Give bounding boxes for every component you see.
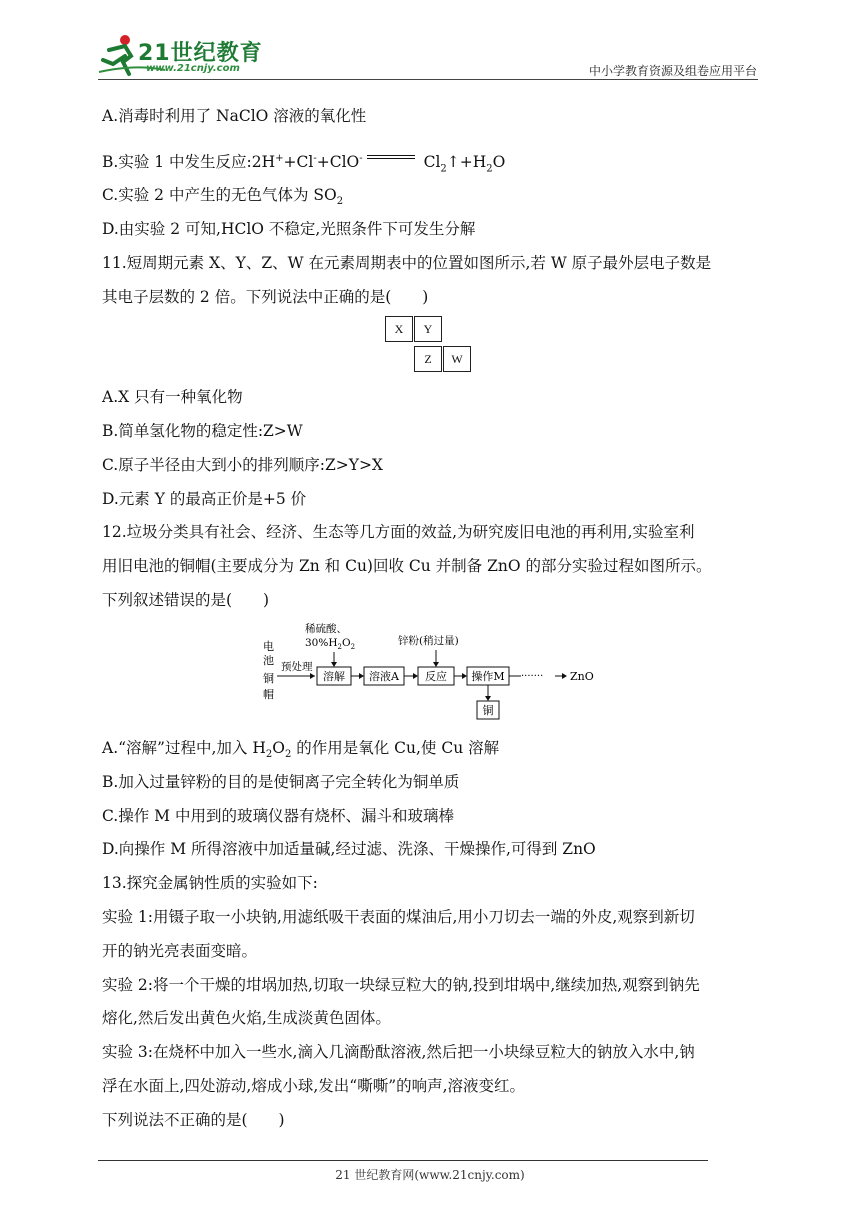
q12-option-b: B.加入过量锌粉的目的是使铜离子完全转化为铜单质 (102, 773, 460, 791)
q13-exp2-line2: 熔化,然后发出黄色火焰,生成淡黄色固体。 (102, 1009, 391, 1027)
header-divider (98, 79, 758, 80)
q11-option-c: C.原子半径由大到小的排列顺序:Z>Y>X (102, 456, 383, 474)
q12-option-d: D.向操作 M 所得溶液中加适量碱,经过滤、洗涤、干燥操作,可得到 ZnO (102, 840, 596, 858)
footer-divider (98, 1160, 708, 1161)
q11-option-d: D.元素 Y 的最高正价是+5 价 (102, 490, 307, 508)
q11-stem-line2: 其电子层数的 2 倍。下列说法中正确的是( ) (102, 288, 429, 306)
logo-text: 21世纪教育 (138, 41, 263, 66)
q11-stem-line1: 11.短周期元素 X、Y、Z、W 在元素周期表中的位置如图所示,若 W 原子最外层电子数是 (102, 254, 712, 272)
flow-box-dissolve: 溶解 (323, 670, 345, 683)
element-z-cell: Z (414, 346, 442, 372)
flow-box-copper: 铜 (482, 704, 494, 717)
q12-stem-line2: 用旧电池的铜帽(主要成分为 Zn 和 Cu)回收 Cu 并制备 ZnO 的部分实验过程如图所示。 (102, 557, 712, 575)
flow-side-label-4: 帽 (263, 688, 274, 701)
flow-pretreat-label: 预处理 (281, 661, 313, 673)
q13-exp3-line2: 浮在水面上,四处游动,熔成小球,发出“嘶嘶”的响声,溶液变红。 (102, 1077, 526, 1095)
flow-reagent1-line2: $30\%H_2O_2$ (305, 637, 356, 651)
reaction-equals-sign (367, 155, 415, 159)
flow-side-label-3: 铜 (263, 672, 274, 685)
flow-dots: ······· (521, 671, 544, 682)
flow-box-operation-m: 操作M (471, 670, 505, 683)
flow-side-label-1: 电 (263, 640, 274, 653)
platform-tagline: 中小学教育资源及组卷应用平台 (588, 64, 757, 78)
logo-url: www.21cnjy.com (146, 63, 240, 74)
q10-option-b: B.实验 1 中发生反应:2H++Cl-+ClO- $Cl_2↑+H_2O$ (102, 153, 506, 175)
q12-option-a: A.“溶解”过程中,加入 $H_2O_2$ 的作用是氧化 Cu,使 Cu 溶解 (102, 739, 500, 761)
q13-exp2-line1: 实验 2:将一个干燥的坩埚加热,切取一块绿豆粒大的钠,投到坩埚中,继续加热,观察到钠先 (102, 976, 700, 994)
q13-question: 下列说法不正确的是( ) (102, 1111, 285, 1129)
flow-reagent2: 锌粉(稍过量) (398, 635, 459, 647)
q12-option-c: C.操作 M 中用到的玻璃仪器有烧杯、漏斗和玻璃棒 (102, 807, 454, 825)
q10-option-a: A.消毒时利用了 NaClO 溶液的氧化性 (102, 107, 367, 125)
flow-product-zno: ZnO (570, 670, 594, 683)
footer-text: 21 世纪教育网(www.21cnjy.com) (335, 1168, 525, 1182)
flow-box-react: 反应 (425, 670, 447, 683)
flow-box-solution-a: 溶液A (369, 670, 399, 683)
q13-exp1-line1: 实验 1:用镊子取一小块钠,用滤纸吸干表面的煤油后,用小刀切去一端的外皮,观察到新切 (102, 908, 695, 926)
element-x-cell: X (385, 316, 413, 342)
q10-option-d: D.由实验 2 可知,HClO 不稳定,光照条件下可发生分解 (102, 220, 476, 238)
element-y-cell: Y (414, 316, 442, 342)
q13-exp3-line1: 实验 3:在烧杯中加入一些水,滴入几滴酚酞溶液,然后把一小块绿豆粒大的钠放入水中,钠 (102, 1043, 695, 1061)
copper-recovery-flowchart (255, 618, 615, 726)
flow-reagent1-line1: 稀硫酸、 (305, 623, 347, 635)
q13-stem: 13.探究金属钠性质的实验如下: (102, 874, 318, 892)
q11-option-a: A.X 只有一种氧化物 (102, 388, 243, 406)
flow-side-label-2: 池 (263, 654, 274, 667)
q13-exp1-line2: 开的钠光亮表面变暗。 (102, 942, 258, 960)
q12-stem-line1: 12.垃圾分类具有社会、经济、生态等几方面的效益,为研究废旧电池的再利用,实验室利 (102, 523, 695, 541)
q12-stem-line3: 下列叙述错误的是( ) (102, 591, 270, 609)
q10-option-c: C.实验 2 中产生的无色气体为 $SO_2$ (102, 186, 344, 208)
q11-option-b: B.简单氢化物的稳定性:Z>W (102, 422, 303, 440)
element-w-cell: W (443, 346, 471, 372)
